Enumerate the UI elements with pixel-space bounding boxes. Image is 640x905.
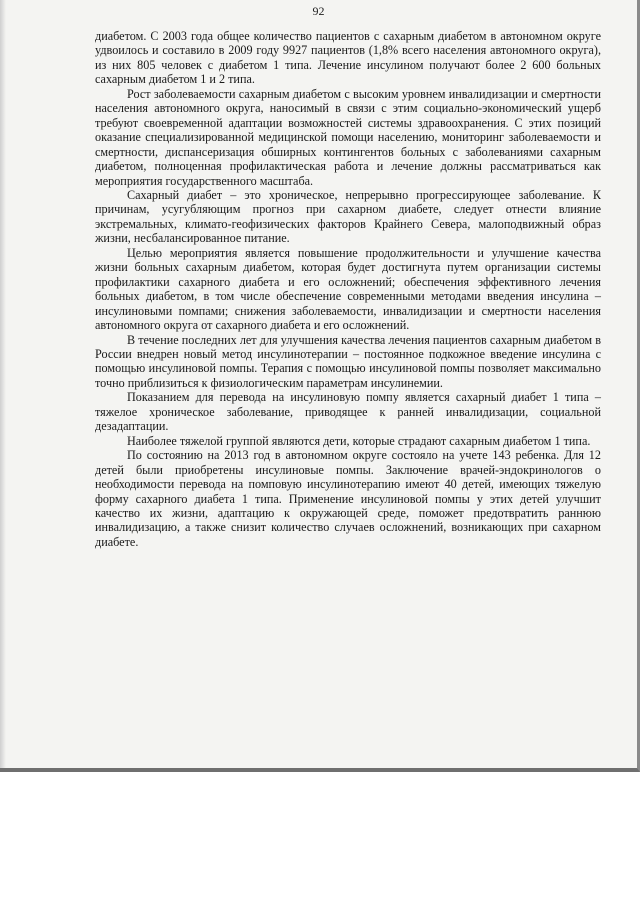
scan-edge-shadow [0, 0, 6, 772]
paragraph-6: Показанием для перевода на инсулиновую помпу является сахарный диабет 1 типа – тяжелое хроническое заболевание, приводящее к ранней инвалидизации, социальной дезадаптации. [95, 390, 601, 434]
paragraph-7: Наиболее тяжелой группой являются дети, которые страдают сахарным диабетом 1 типа. [127, 433, 591, 448]
paragraph-1: диабетом. С 2003 года общее количество пациентов с сахарным диабетом в автономном округе удвоилось и составило в 2009 году 9927 пациентов (1,8% всего населения автономного округа), из них 805 человек с диабетом 1 типа. Лечение инсулином получают более 2 600 больных сахарным диабетом 1 и 2 типа. [95, 29, 601, 87]
page-number: 92 [312, 4, 325, 18]
paragraph-5: В течение последних лет для улучшения качества лечения пациентов сахарным диабетом в России внедрен новый метод инсулинотерапии – постоянное подкожное введение инсулина с помощью инсулиновой помпы. Терапия с помощью инсулиновой помпы позволяет максимально точно приблизиться к физиологическим параметрам инсулинемии. [95, 332, 601, 390]
blank-margin [0, 772, 640, 905]
paragraph-4: Целью мероприятия является повышение продолжительности и улучшение качества жизни больных сахарным диабетом, которая будет достигнута путем организации системы профилактики сахарного диабета и его осложнений; обеспечения эффективного лечения больных диабетом, в том числе обеспечение современными методами введения инсулина – инсулиновыми помпами; снижения заболеваемости, инвалидизации и смертности населения автономного округа от сахарного диабета и его осложнений. [95, 245, 601, 333]
paragraph-8: По состоянию на 2013 год в автономном округе состояло на учете 143 ребенка. Для 12 детей были приобретены инсулиновые помпы. Заключение врачей-эндокринологов о необходимости перевода на помповую инсулинотерапию имеют 40 детей, имеющих тяжелую форму сахарного диабета 1 типа. Применение инсулиновой помпы у этих детей улучшит качество их жизни, адаптацию к окружающей среде, поможет предотвратить раннюю инвалидизацию, а также снизит количество случаев осложнений, возникающих при сахарном диабете. [95, 448, 601, 549]
document-body [95, 29, 601, 549]
paragraph-2: Рост заболеваемости сахарным диабетом с высоким уровнем инвалидизации и смертности населения автономного округа, наносимый в связи с этим социально-экономический ущерб требуют своевременной адаптации возможностей системы здравоохранения. С этих позиций оказание специализированной медицинской помощи населению, мониторинг заболеваемости и смертности, диспансеризация обширных контингентов больных с заболеваниями сахарным диабетом, полноценная профилактическая работа и лечение должны рассматриваться как мероприятия государственного масштаба. [95, 86, 601, 188]
paragraph-3: Сахарный диабет – это хроническое, непрерывно прогрессирующее заболевание. К причинам, усугубляющим прогноз при сахарном диабете, следует отнести влияние экстремальных, климато-геофизических факторов Крайнего Севера, малоподвижный образ жизни, несбалансированное питание. [95, 187, 601, 246]
